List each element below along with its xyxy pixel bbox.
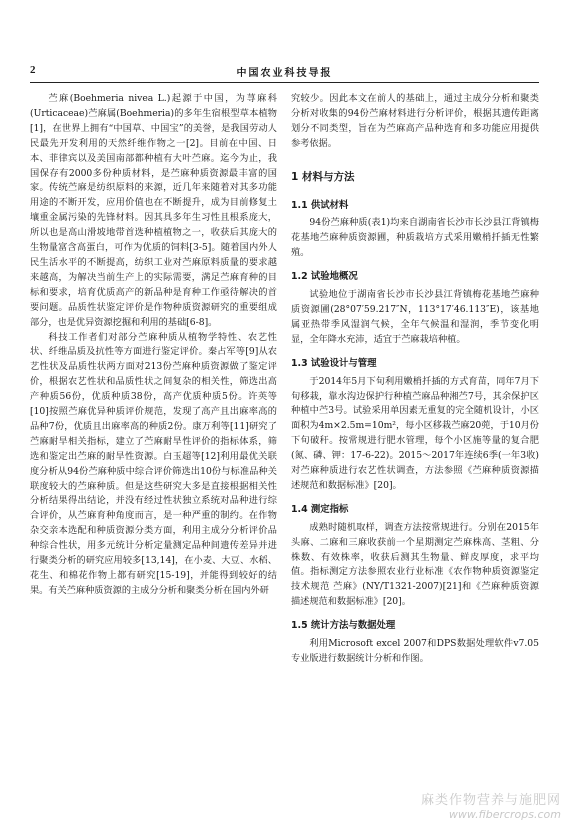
subsection-title-design: 1.3 试验设计与管理 — [291, 357, 377, 369]
subsection-title-indicators: 1.4 测定指标 — [291, 503, 349, 515]
section-title-materials-methods: 1 材料与方法 — [291, 170, 355, 183]
subsection-title-site: 1.2 试验地概况 — [291, 271, 358, 283]
subsection-text-statistics: 利用Microsoft excel 2007和DPS数据处理软件v7.05专业版进行数据统计分析和作图。 — [291, 638, 539, 664]
subsection-text-design: 于2014年5月下旬利用嫩梢扦插的方式育苗，同年7月下旬移栽，靠水沟边保护行种植苎麻品种湘苎7号，其余保护区种植中苎3号。试验采用单因素无重复的完全随机设计，小区面积为4m×2.5m=10m²，每小区移栽苎麻20蔸，于10月份下旬破秆。按常规进行肥水管理，每个小区施等量的复合肥(氮、磷、钾：17-6-22)。2015～2017年连续6季(一年3收)对苎麻种质进行农艺性状调查，方法参照《苎麻种质资源描述规范和数据标准》[20]。 — [291, 375, 539, 491]
header-rule — [30, 82, 539, 83]
page-number: 2 — [30, 64, 36, 76]
watermark-name: 麻类作物营养与施肥网 — [420, 793, 561, 808]
subsection-text-site: 试验地位于湖南省长沙市长沙县江背镇梅花基地苎麻种质资源圃(28°07′59.217″N，113°17′46.113″E)，该基地属亚热带季风湿润气候，全年气候温和湿润，季节变化明显，全年降水充沛，适宜于苎麻栽培种植。 — [291, 289, 539, 345]
subsection-text-materials: 94份苎麻种质(表1)均来自湖南省长沙市长沙县江背镇梅花基地苎麻种质资源圃，种质栽培方式采用嫩梢扦插无性繁殖。 — [291, 217, 539, 259]
watermark-url: www.fibercrops.com — [448, 808, 561, 821]
subsection-text-indicators: 成熟时随机取样，调查方法按常规进行。分别在2015年头麻、二麻和三麻收获前一个星期测定苎麻株高、茎粗、分株数、有效株率，收获后测其生物量、鲜皮厚度，求平均值。指标测定方法参照农业行业标准《农作物种质资源鉴定技术规范 苎麻》(NY/T1321-2007)[21]和《苎麻种质资源描述规范和数据标准》[20]。 — [291, 521, 539, 608]
journal-title: 中国农业科技导报 — [236, 68, 333, 79]
subsection-title-statistics: 1.5 统计方法与数据处理 — [291, 620, 396, 632]
right-column — [291, 92, 539, 667]
intro-continuation: 究较少。因此本文在前人的基础上，通过主成分分析和聚类分析对收集的94份苎麻材料进行分析评价，根据其遗传距离划分不同类型，旨在为苎麻高产品种选育和多功能应用提供参考依据。 — [291, 93, 539, 149]
page-header — [30, 64, 539, 80]
left-column — [30, 92, 277, 599]
subsection-title-materials: 1.1 供试材料 — [291, 199, 349, 211]
intro-paragraph-2: 科技工作者们对部分苎麻种质从植物学特性、农艺性状、纤维品质及抗性等方面进行鉴定评价。秦占军等[9]从农艺性状及品质性状两方面对213份苎麻种质资源做了鉴定评价，根据农艺性状和品质性状之间复杂的相关性，筛选出高产种质56份，优质种质38份，高产优质种质5份。许英等[10]按照苎麻优异种质评价规范，发现了高产且出麻率高的品种7份，优质且出麻率高的种质2份。康万利等[11]研究了苎麻耐旱相关指标，建立了苎麻耐旱性评价的指标体系，筛选和鉴定出苎麻的耐旱性资源。白玉超等[12]利用最优关联度分析从94份苎麻种质中综合评价筛选出10份与标准品种关联度较大的苎麻种质。但是这些研究大多是直接根据相关性分析结果得出结论，并没有经过性状独立系统对品种进行综合评价，从苎麻育种角度而言，是一种严重的制约。在作物杂交亲本选配和种质资源分类方面，利用主成分分析评价品种综合性状，用多元统计分析定量测定品种间遗传差异并进行聚类分析的研究应用较多[13,14]，在小麦、大豆、水稻、花生、和棉花作物上都有研究[15-19]，并能得到较好的结果。有关苎麻种质资源的主成分分析和聚类分析在国内外研 — [30, 331, 277, 596]
intro-paragraph-1: 苎麻(Boehmeria nivea L.)起源于中国，为荨麻科(Urticaceae)苎麻属(Boehmeria)的多年生宿根型草本植物[1]，在世界上拥有“中国草、中国宝”的美誉，是我国劳动人民最先开发利用的天然纤维作物之一[2]。目前在中国、日本、菲律宾以及美国南部都种植有大叶苎麻。迄今为止，我国保存有2000多份种质材料，是苎麻种质资源最丰富的国家。传统苎麻是纺织原料的来源，近几年来随着对其多功能用途的不断开发，应用价值也在不断提升，成为目前修复土壤重金属污染的先锋材料。因其具多年生习性且根系庞大，所以也是高山滑坡地带首选种植植物之一，收获后其庞大的生物量富含高蛋白，可作为优质的饲料[3-5]。随着国内外人民生活水平的不断提高，纺织工业对苎麻原料质量的要求越来越高，为解决当前生产上的实际需要，满足苎麻育种的目标和要求，培育优质高产的新品种是育种工作亟待解决的首要问题。品质性状鉴定评价是作物种质资源研究的重要组成部分，也是优异资源挖掘和利用的基础[6-8]。 — [30, 93, 277, 328]
site-watermark — [421, 789, 561, 821]
